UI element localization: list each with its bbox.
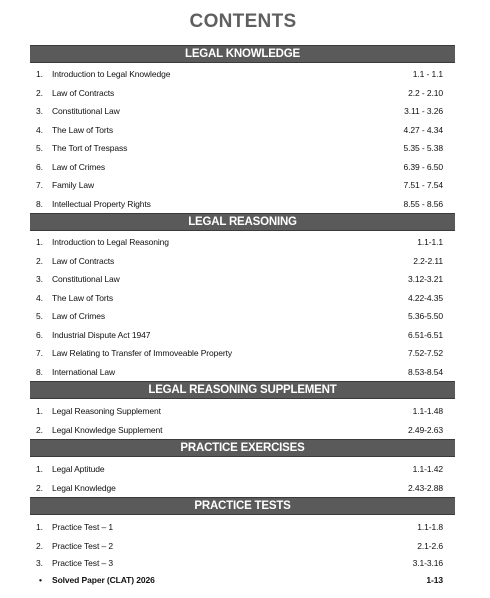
item-number: 4. xyxy=(36,292,43,303)
item-number: 3. xyxy=(36,558,43,568)
item-title: Intellectual Property Rights xyxy=(52,198,151,209)
item-pages: 3.11 - 3.26 xyxy=(404,106,443,116)
section-heading: LEGAL REASONING xyxy=(30,213,455,231)
item-title: Law of Contracts xyxy=(52,87,115,98)
item-pages: 1-13 xyxy=(426,575,443,585)
item-number: 1. xyxy=(36,406,43,416)
item-number: 3. xyxy=(36,106,43,116)
item-pages: 2.43-2.88 xyxy=(407,483,443,493)
item-pages: 5.36-5.50 xyxy=(407,311,443,321)
item-title: The Tort of Trespass xyxy=(52,143,128,153)
toc-row[interactable] xyxy=(30,539,455,553)
item-number: 5. xyxy=(36,311,43,321)
item-title: Introduction to Legal Reasoning xyxy=(52,237,169,247)
item-title: Practice Test – 1 xyxy=(52,522,113,532)
toc-row[interactable] xyxy=(30,67,455,81)
item-pages: 1.1-1.48 xyxy=(412,406,443,416)
toc-row[interactable] xyxy=(30,291,455,305)
item-title: The Law of Torts xyxy=(52,124,114,135)
item-pages: 1.1 - 1.1 xyxy=(412,69,443,79)
section-legal-knowledge xyxy=(30,45,455,209)
toc-row[interactable] xyxy=(30,404,455,418)
toc-row[interactable] xyxy=(30,556,455,570)
item-title: Family Law xyxy=(52,180,94,190)
item-number: 1. xyxy=(36,237,43,247)
item-pages: 7.51 - 7.54 xyxy=(403,180,443,190)
item-title: Legal Knowledge Supplement xyxy=(52,425,163,435)
toc-row[interactable] xyxy=(30,328,455,342)
item-title: Law of Crimes xyxy=(52,161,106,172)
toc-row[interactable] xyxy=(30,197,455,211)
section-legal-reasoning-supplement xyxy=(30,381,455,435)
toc-row[interactable] xyxy=(30,520,455,534)
item-title: Law of Crimes xyxy=(52,311,106,321)
item-pages: 2.1-2.6 xyxy=(417,541,443,551)
toc-row[interactable] xyxy=(30,104,455,118)
item-pages: 2.2-2.11 xyxy=(413,255,443,266)
item-title: The Law of Torts xyxy=(52,292,114,303)
item-pages: 1.1-1.42 xyxy=(412,464,443,474)
toc-row[interactable] xyxy=(30,235,455,249)
toc-row[interactable] xyxy=(30,272,455,286)
item-pages: 7.52-7.52 xyxy=(407,348,443,358)
item-number: 7. xyxy=(36,180,43,190)
section-heading: PRACTICE TESTS xyxy=(30,497,455,515)
bullet-marker: • xyxy=(39,575,42,585)
item-title: Practice Test – 2 xyxy=(52,541,113,551)
section-heading: LEGAL REASONING SUPPLEMENT xyxy=(30,381,455,399)
toc-row[interactable] xyxy=(30,462,455,476)
section-legal-reasoning xyxy=(30,213,455,377)
item-title: Law Relating to Transfer of Immoveable Property xyxy=(52,348,233,358)
item-number: 8. xyxy=(36,366,43,377)
item-number: 5. xyxy=(36,143,43,153)
item-pages: 8.55 - 8.56 xyxy=(403,198,443,209)
item-pages: 1.1-1.1 xyxy=(417,237,443,247)
item-title: Constitutional Law xyxy=(52,274,120,284)
item-number: 1. xyxy=(36,522,43,532)
item-number: 4. xyxy=(36,124,43,135)
item-title: Legal Knowledge xyxy=(52,483,116,493)
item-pages: 6.39 - 6.50 xyxy=(403,161,443,172)
item-number: 3. xyxy=(36,274,43,284)
item-pages: 2.49-2.63 xyxy=(407,425,443,435)
item-title: Industrial Dispute Act 1947 xyxy=(52,329,151,340)
item-number: 6. xyxy=(36,161,43,172)
item-title: Constitutional Law xyxy=(52,106,120,116)
item-pages: 1.1-1.8 xyxy=(417,522,443,532)
item-number: 1. xyxy=(36,464,43,474)
toc-row[interactable] xyxy=(30,86,455,100)
item-title: Law of Contracts xyxy=(52,255,115,266)
section-heading: LEGAL KNOWLEDGE xyxy=(30,45,455,63)
item-pages: 3.1-3.16 xyxy=(412,558,443,568)
section-practice-exercises xyxy=(30,439,455,493)
item-pages: 2.2 - 2.10 xyxy=(408,87,443,98)
toc-row[interactable] xyxy=(30,309,455,323)
item-number: 8. xyxy=(36,198,43,209)
item-pages: 4.22-4.35 xyxy=(407,292,443,303)
item-number: 7. xyxy=(36,348,43,358)
toc-row[interactable] xyxy=(30,123,455,137)
item-title: International Law xyxy=(52,366,116,377)
toc-row[interactable] xyxy=(30,346,455,360)
toc-row[interactable] xyxy=(30,481,455,495)
section-practice-tests xyxy=(30,497,455,585)
item-pages: 3.12-3.21 xyxy=(407,274,443,284)
item-pages: 4.27 - 4.34 xyxy=(403,124,443,135)
toc-row-solved-paper[interactable] xyxy=(30,573,455,587)
item-title: Solved Paper (CLAT) 2026 xyxy=(52,575,155,585)
item-number: 2. xyxy=(36,425,43,435)
toc-row[interactable] xyxy=(30,254,455,268)
item-title: Legal Reasoning Supplement xyxy=(52,406,161,416)
item-number: 2. xyxy=(36,541,43,551)
item-title: Practice Test – 3 xyxy=(52,558,113,568)
item-pages: 8.53-8.54 xyxy=(407,366,443,377)
item-pages: 6.51-6.51 xyxy=(407,329,443,340)
item-number: 2. xyxy=(36,87,43,98)
toc-row[interactable] xyxy=(30,160,455,174)
item-number: 6. xyxy=(36,329,43,340)
toc-row[interactable] xyxy=(30,365,455,379)
page-title: CONTENTS xyxy=(189,11,297,32)
toc-row[interactable] xyxy=(30,423,455,437)
toc-row[interactable] xyxy=(30,178,455,192)
item-number: 2. xyxy=(36,483,43,493)
toc-row[interactable] xyxy=(30,141,455,155)
item-pages: 5.35 - 5.38 xyxy=(403,143,443,153)
item-title: Introduction to Legal Knowledge xyxy=(52,69,171,79)
item-title: Legal Aptitude xyxy=(52,464,105,474)
section-heading: PRACTICE EXERCISES xyxy=(30,439,455,457)
item-number: 2. xyxy=(36,255,43,266)
item-number: 1. xyxy=(36,69,43,79)
